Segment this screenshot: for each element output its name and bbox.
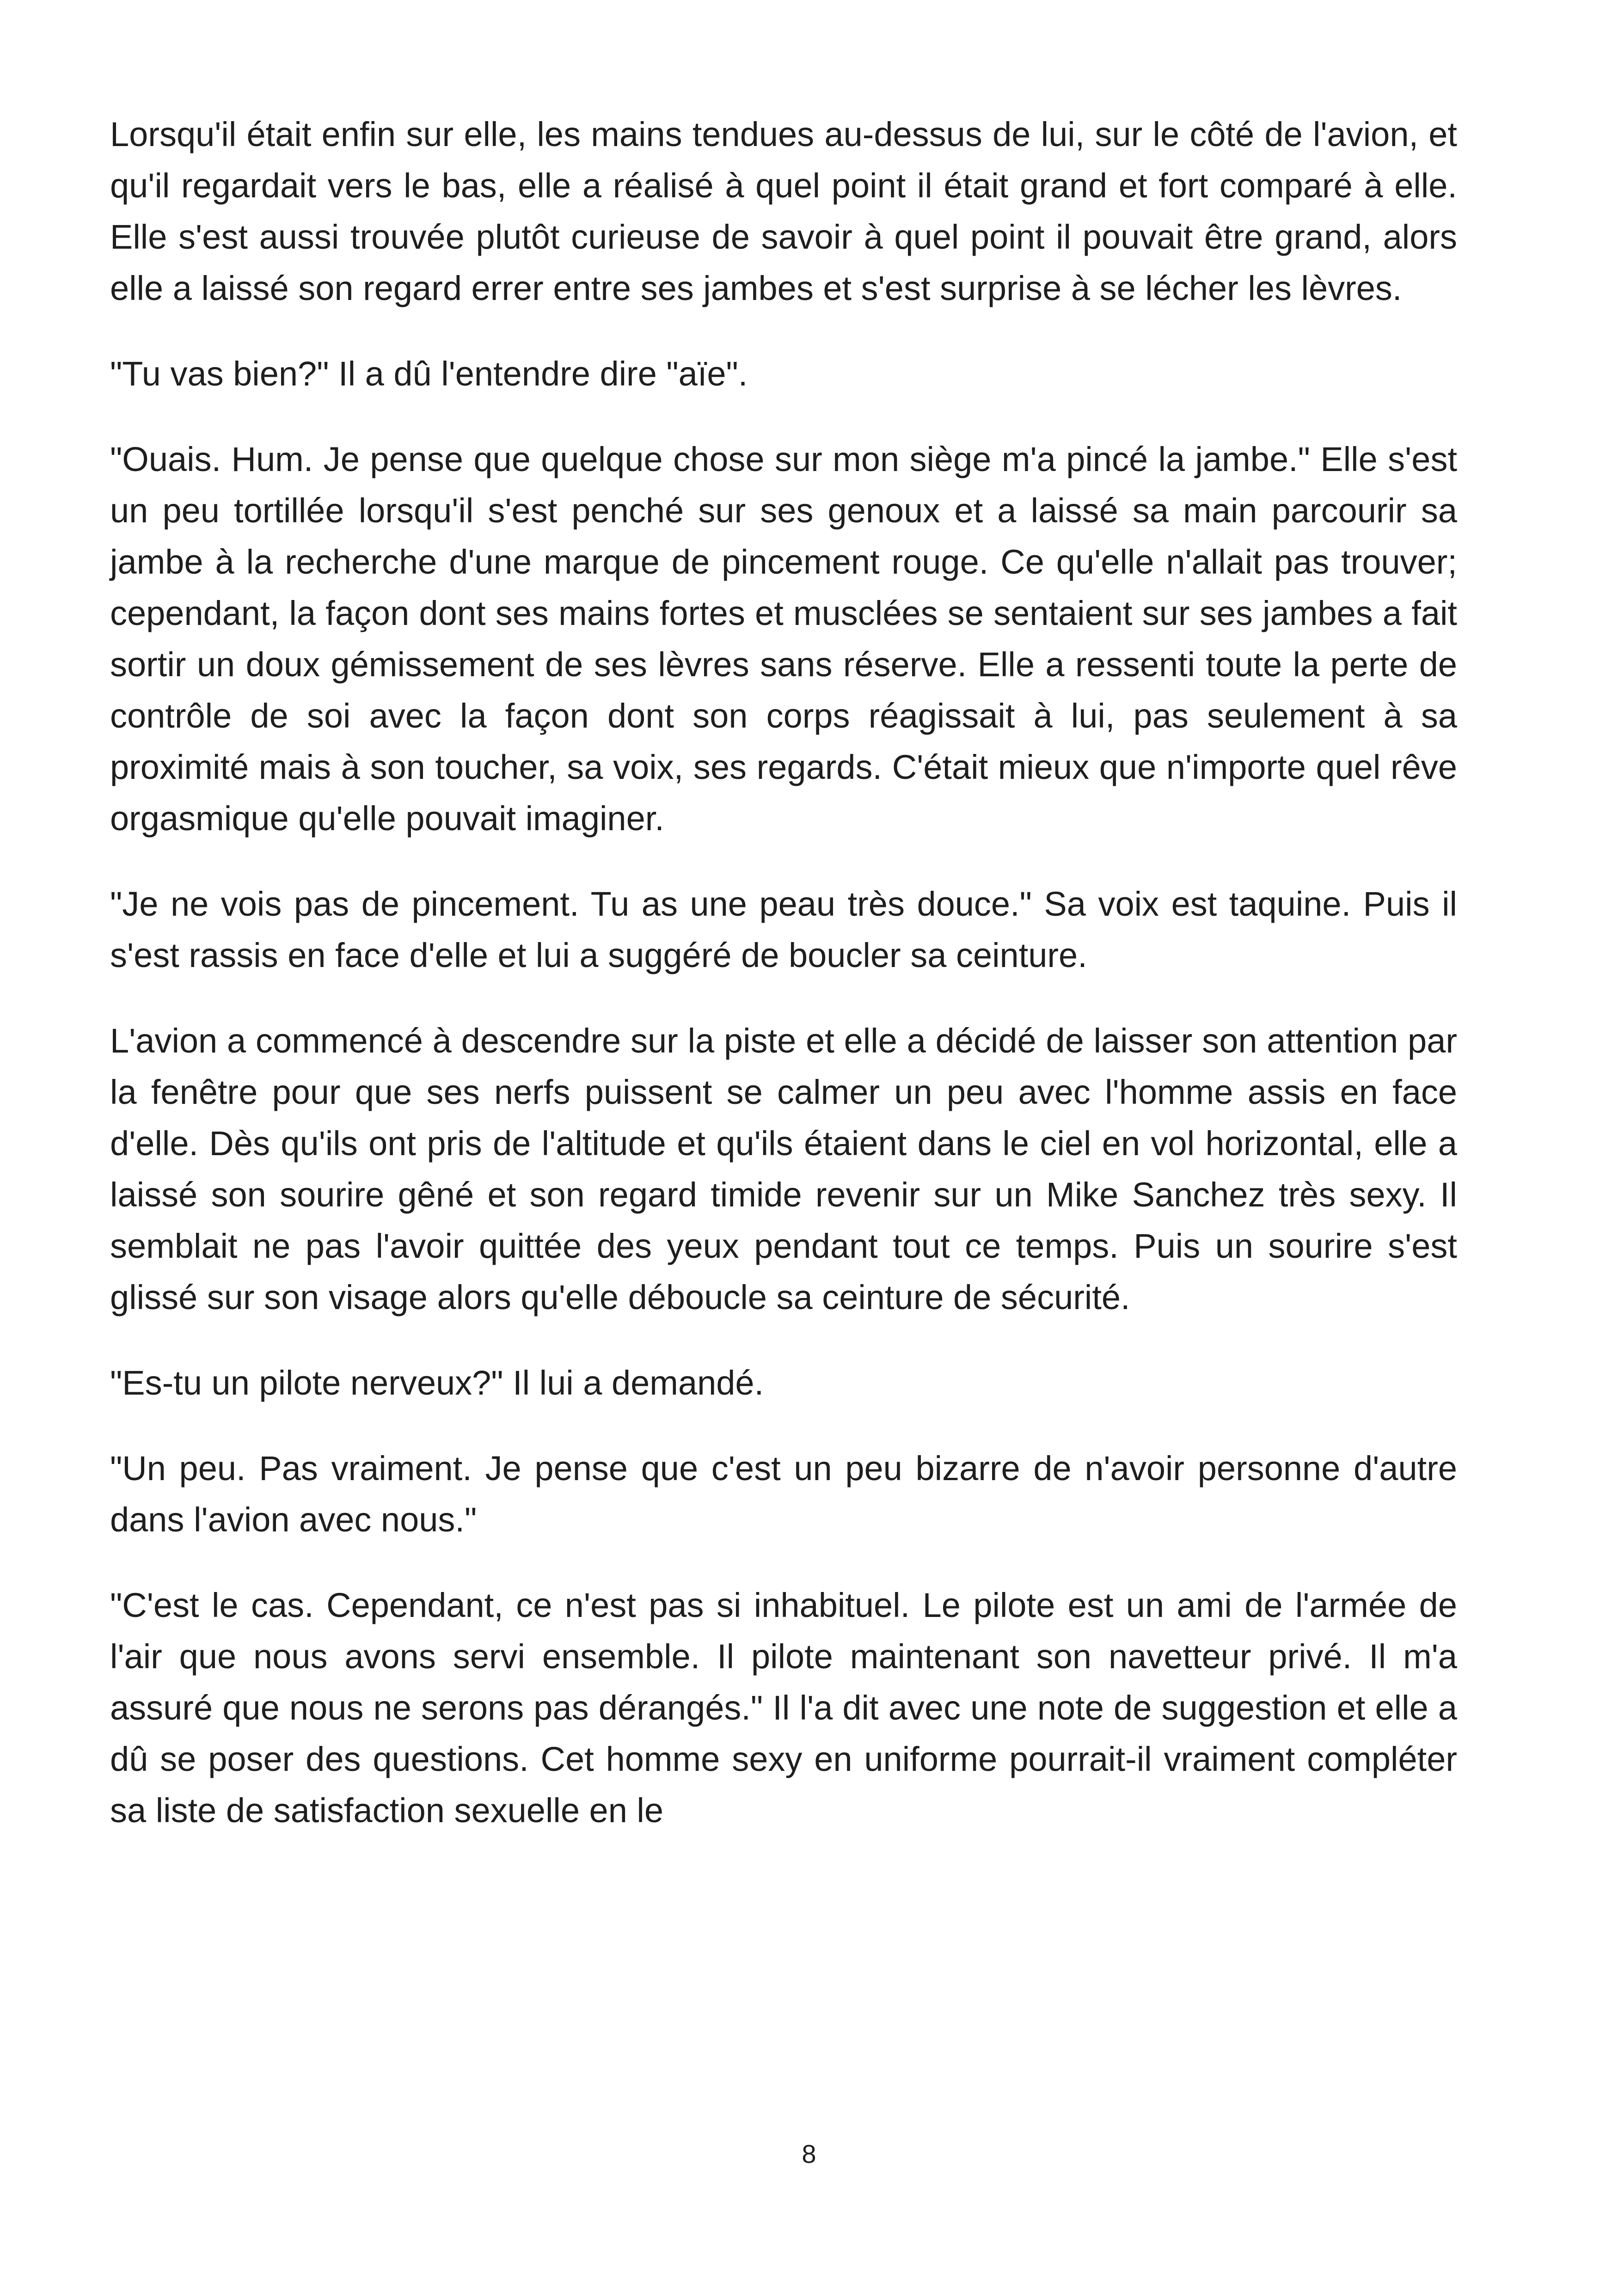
- paragraph-5: L'avion a commencé à descendre sur la piste et elle a décidé de laisser son attention par la fenêtre pour que ses nerfs puissent se calmer un peu avec l'homme assis en face d'elle. Dès qu'ils ont pris de l'altitude et qu'ils étaient dans le ciel en vol horizontal, elle a laissé son sourire gêné et son regard timide revenir sur un Mike Sanchez très sexy. Il semblait ne pas l'avoir quittée des yeux pendant tout ce temps. Puis un sourire s'est glissé sur son visage alors qu'elle déboucle sa ceinture de sécurité.: [110, 1022, 1457, 1316]
- paragraph-3: "Ouais. Hum. Je pense que quelque chose sur mon siège m'a pincé la jambe." Elle s'est un peu tortillée lorsqu'il s'est penché sur ses genoux et a laissé sa main parcourir sa jambe à la recherche d'une marque de pincement rouge. Ce qu'elle n'allait pas trouver; cependant, la façon dont ses mains fortes et musclées se sentaient sur ses jambes a fait sortir un doux gémissement de ses lèvres sans réserve. Elle a ressenti toute la perte de contrôle de soi avec la façon dont son corps réagissait à lui, pas seulement à sa proximité mais à son toucher, sa voix, ses regards. C'était mieux que n'importe quel rêve orgasmique qu'elle pouvait imaginer.: [110, 440, 1457, 838]
- paragraph-6: "Es-tu un pilote nerveux?" Il lui a demandé.: [110, 1364, 764, 1402]
- paragraph-7: "Un peu. Pas vraiment. Je pense que c'est un peu bizarre de n'avoir personne d'autre dans l'avion avec nous.": [110, 1449, 1457, 1539]
- body-text: [110, 109, 1457, 1836]
- paragraph-2: "Tu vas bien?" Il a dû l'entendre dire "aïe".: [110, 355, 748, 393]
- paragraph-1: Lorsqu'il était enfin sur elle, les mains tendues au-dessus de lui, sur le côté de l'avion, et qu'il regardait vers le bas, elle a réalisé à quel point il était grand et fort comparé à elle. Elle s'est aussi trouvée plutôt curieuse de savoir à quel point il pouvait être grand, alors elle a laissé son regard errer entre ses jambes et s'est surprise à se lécher les lèvres.: [110, 115, 1457, 307]
- paragraph-4: "Je ne vois pas de pincement. Tu as une peau très douce." Sa voix est taquine. Puis il s'est rassis en face d'elle et lui a suggéré de boucler sa ceinture.: [110, 885, 1457, 974]
- paragraph-8: "C'est le cas. Cependant, ce n'est pas si inhabituel. Le pilote est un ami de l'armée de l'air que nous avons servi ensemble. Il pilote maintenant son navetteur privé. Il m'a assuré que nous ne serons pas dérangés." Il l'a dit avec une note de suggestion et elle a dû se poser des questions. Cet homme sexy en uniforme pourrait-il vraiment compléter sa liste de satisfaction sexuelle en le: [110, 1586, 1457, 1830]
- page-number: 8: [802, 2139, 816, 2168]
